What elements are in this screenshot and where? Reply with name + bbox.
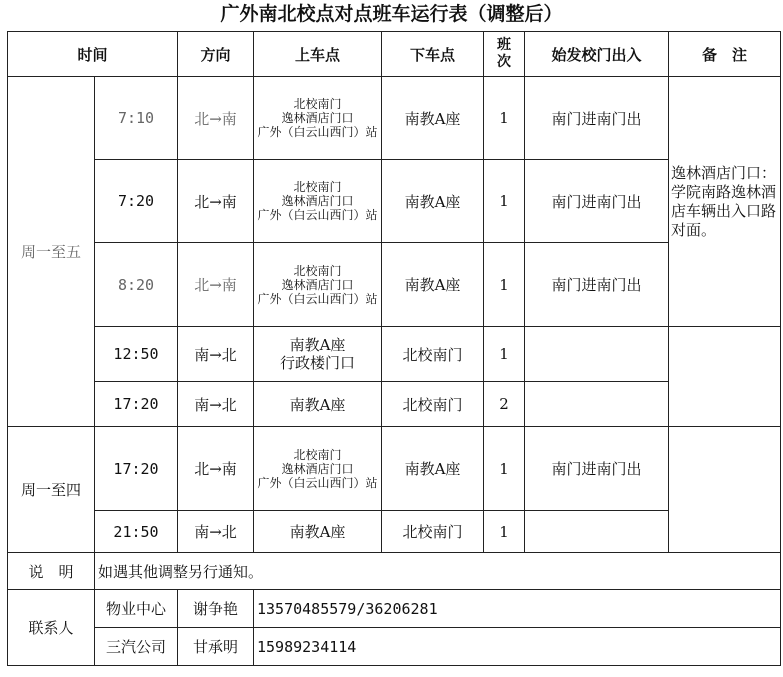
gate-cell: 南门进南门出 bbox=[525, 243, 669, 327]
board-cell: 南教A座 bbox=[254, 382, 382, 427]
table-row bbox=[8, 382, 781, 427]
time-cell: 7:20 bbox=[95, 160, 178, 243]
table-row bbox=[8, 160, 781, 243]
explain-text: 如遇其他调整另行通知。 bbox=[95, 553, 781, 590]
direction-cell: 北→南 bbox=[178, 427, 254, 511]
contact-phone: 13570485579/36206281 bbox=[254, 590, 781, 628]
time-cell: 7:10 bbox=[95, 77, 178, 160]
weekday-group-label: 周一至四 bbox=[8, 427, 95, 553]
header-row bbox=[8, 32, 781, 77]
time-cell: 17:20 bbox=[95, 382, 178, 427]
alight-cell: 南教A座 bbox=[382, 243, 484, 327]
count-cell: 1 bbox=[484, 243, 525, 327]
time-cell: 8:20 bbox=[95, 243, 178, 327]
header-alight: 下车点 bbox=[382, 32, 484, 77]
contact-row bbox=[8, 590, 781, 628]
alight-cell: 南教A座 bbox=[382, 77, 484, 160]
table-row bbox=[8, 327, 781, 382]
board-cell: 南教A座 bbox=[254, 511, 382, 553]
header-count: 班次 bbox=[484, 32, 525, 77]
alight-cell: 南教A座 bbox=[382, 427, 484, 511]
gate-cell bbox=[525, 327, 669, 382]
board-cell: 南教A座 行政楼门口 bbox=[254, 327, 382, 382]
contact-name: 甘承明 bbox=[178, 628, 254, 666]
schedule-table bbox=[7, 31, 781, 666]
table-row bbox=[8, 77, 781, 160]
direction-cell: 北→南 bbox=[178, 77, 254, 160]
header-remark: 备 注 bbox=[669, 32, 781, 77]
contact-phone: 15989234114 bbox=[254, 628, 781, 666]
contact-name: 谢争艳 bbox=[178, 590, 254, 628]
count-cell: 1 bbox=[484, 327, 525, 382]
alight-cell: 北校南门 bbox=[382, 327, 484, 382]
explain-row bbox=[8, 553, 781, 590]
count-cell: 2 bbox=[484, 382, 525, 427]
alight-cell: 南教A座 bbox=[382, 160, 484, 243]
direction-cell: 南→北 bbox=[178, 511, 254, 553]
gate-cell bbox=[525, 511, 669, 553]
gate-cell bbox=[525, 382, 669, 427]
board-cell: 北校南门 逸林酒店门口 广外（白云山西门）站 bbox=[254, 160, 382, 243]
alight-cell: 北校南门 bbox=[382, 382, 484, 427]
contact-org: 物业中心 bbox=[95, 590, 178, 628]
table-row bbox=[8, 427, 781, 511]
alight-cell: 北校南门 bbox=[382, 511, 484, 553]
direction-cell: 南→北 bbox=[178, 327, 254, 382]
table-row bbox=[8, 511, 781, 553]
contact-org: 三汽公司 bbox=[95, 628, 178, 666]
weekday-group-label: 周一至五 bbox=[8, 77, 95, 427]
board-cell: 北校南门 逸林酒店门口 广外（白云山西门）站 bbox=[254, 243, 382, 327]
time-cell: 21:50 bbox=[95, 511, 178, 553]
count-cell: 1 bbox=[484, 77, 525, 160]
page-title: 广外南北校点对点班车运行表（调整后） bbox=[220, 3, 563, 25]
count-cell: 1 bbox=[484, 511, 525, 553]
remark-empty bbox=[669, 327, 781, 427]
gate-cell: 南门进南门出 bbox=[525, 77, 669, 160]
time-cell: 12:50 bbox=[95, 327, 178, 382]
header-gate: 始发校门出入 bbox=[525, 32, 669, 77]
table-row bbox=[8, 243, 781, 327]
remark-empty bbox=[669, 427, 781, 553]
gate-cell: 南门进南门出 bbox=[525, 160, 669, 243]
contact-label: 联系人 bbox=[8, 590, 95, 666]
header-time: 时间 bbox=[8, 32, 178, 77]
remark-note: 逸林酒店门口：学院南路逸林酒店车辆出入口路对面。 bbox=[669, 77, 781, 327]
direction-cell: 南→北 bbox=[178, 382, 254, 427]
count-cell: 1 bbox=[484, 160, 525, 243]
board-cell: 北校南门 逸林酒店门口 广外（白云山西门）站 bbox=[254, 77, 382, 160]
direction-cell: 北→南 bbox=[178, 160, 254, 243]
board-cell: 北校南门 逸林酒店门口 广外（白云山西门）站 bbox=[254, 427, 382, 511]
time-cell: 17:20 bbox=[95, 427, 178, 511]
header-board: 上车点 bbox=[254, 32, 382, 77]
gate-cell: 南门进南门出 bbox=[525, 427, 669, 511]
contact-row bbox=[8, 628, 781, 666]
explain-label: 说 明 bbox=[8, 553, 95, 590]
count-cell: 1 bbox=[484, 427, 525, 511]
header-direction: 方向 bbox=[178, 32, 254, 77]
direction-cell: 北→南 bbox=[178, 243, 254, 327]
